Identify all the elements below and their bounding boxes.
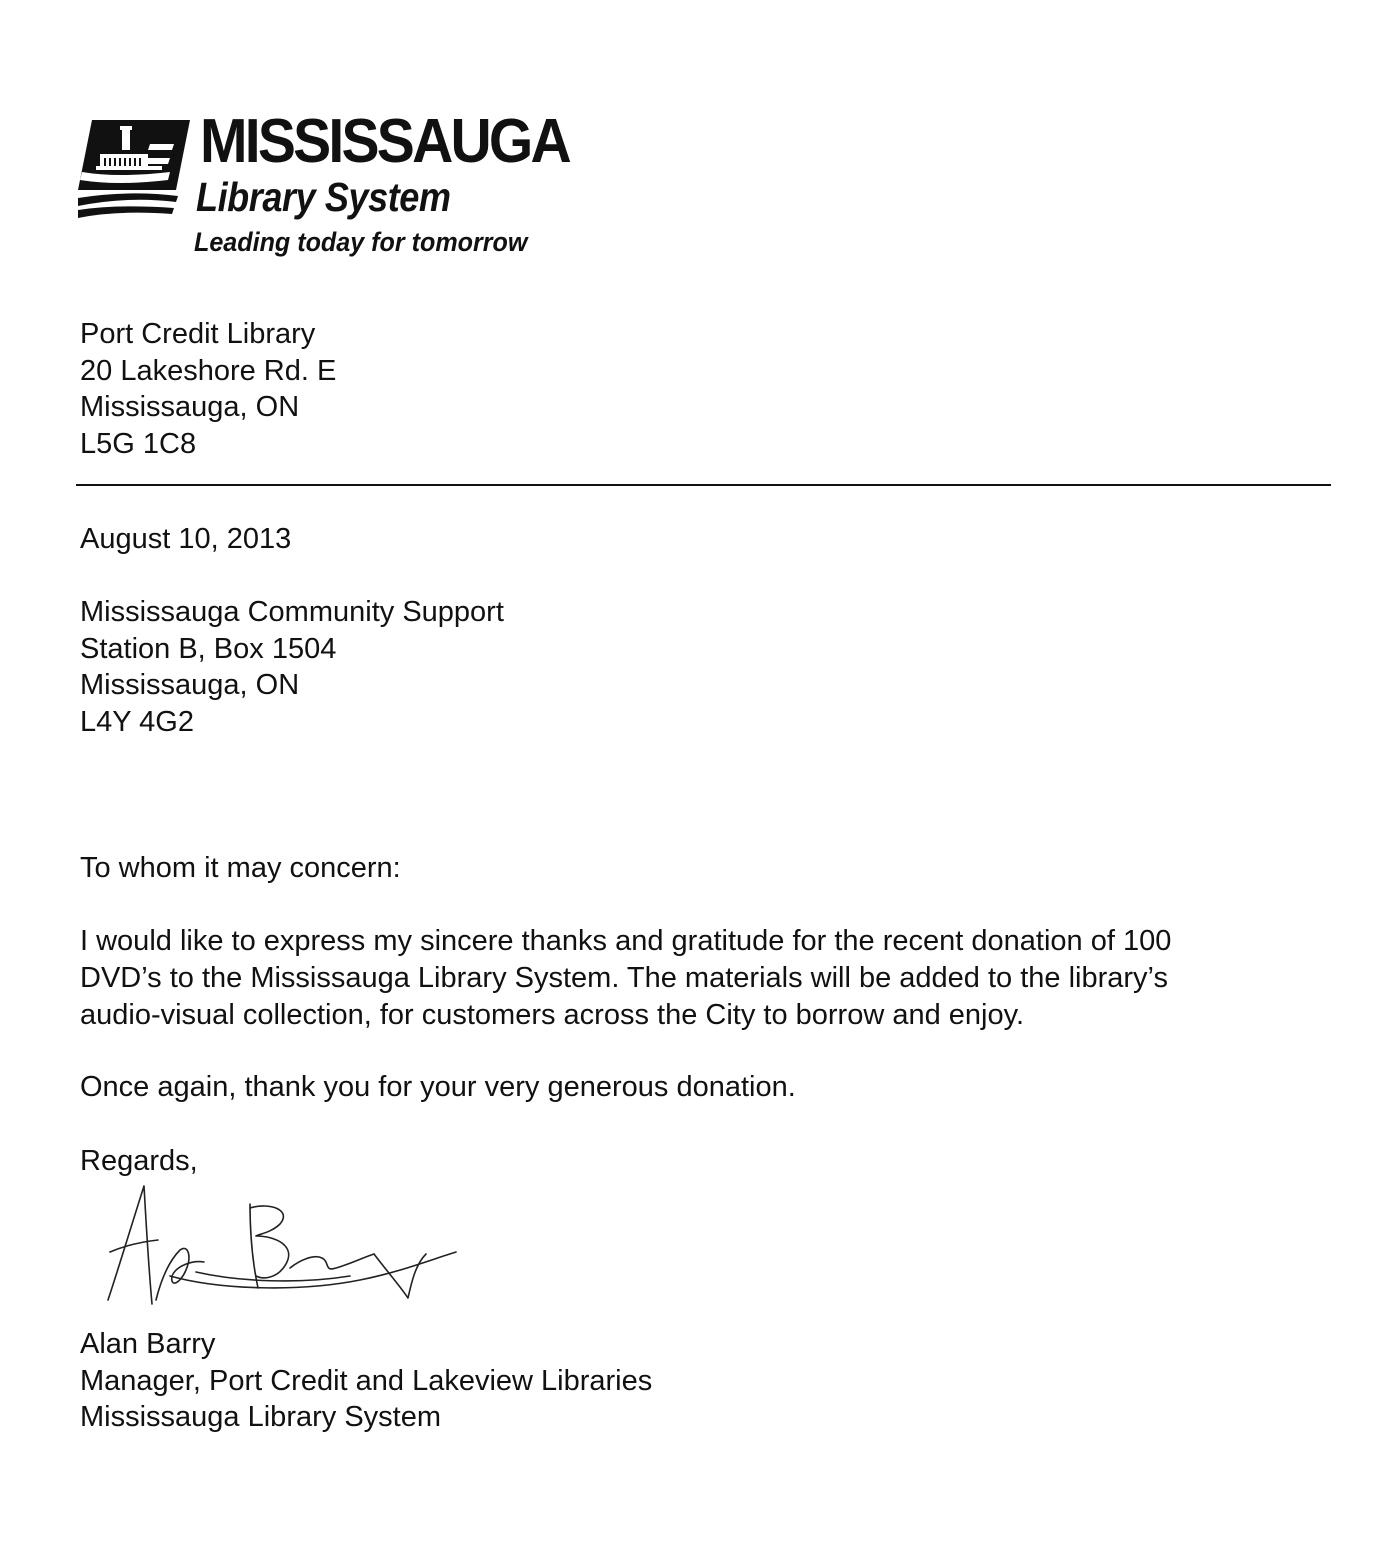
body-line: I would like to express my sincere thanks and gratitude for the recent donation of 100 [80,925,1172,957]
handwritten-signature [100,1180,470,1310]
letter-date [80,521,291,558]
salutation-text: To whom it may concern: [80,852,401,884]
lighthouse-emblem-icon [78,114,194,222]
signer-block [80,1326,652,1436]
recipient-address-line: Station B, Box 1504 [80,632,337,665]
salutation [80,850,401,887]
logo-tagline: Leading today for tomorrow [194,227,528,257]
signer-title: Manager, Port Credit and Lakeview Libraries [80,1364,653,1397]
letterhead-logo [78,108,618,268]
recipient-address-line: L4Y 4G2 [80,705,194,738]
signer-name: Alan Barry [80,1328,216,1360]
sender-address-line: Port Credit Library [80,318,316,350]
date-text: August 10, 2013 [80,523,292,555]
logo-subtitle: Library System [196,174,451,220]
closing-text: Regards, [80,1145,198,1177]
sender-address-line: Mississauga, ON [80,391,300,423]
logo-title: MISSISSAUGA [200,107,569,176]
closing-paragraph-text: Once again, thank you for your very generous donation. [80,1071,796,1103]
signer-organization: Mississauga Library System [80,1401,441,1433]
body-line: DVD’s to the Mississauga Library System. The materials will be added to the library’s [80,962,1168,994]
sender-address-line: 20 Lakeshore Rd. E [80,354,337,387]
closing [80,1143,198,1180]
body-paragraph [80,923,1320,1034]
recipient-address-line: Mississauga Community Support [80,596,504,628]
recipient-address [80,594,504,740]
closing-paragraph [80,1069,796,1106]
letterhead-divider [76,484,1331,486]
body-line: audio-visual collection, for customers across the City to borrow and enjoy. [80,999,1025,1031]
sender-address-line: L5G 1C8 [80,427,197,460]
recipient-address-line: Mississauga, ON [80,669,300,701]
sender-address [80,316,336,462]
